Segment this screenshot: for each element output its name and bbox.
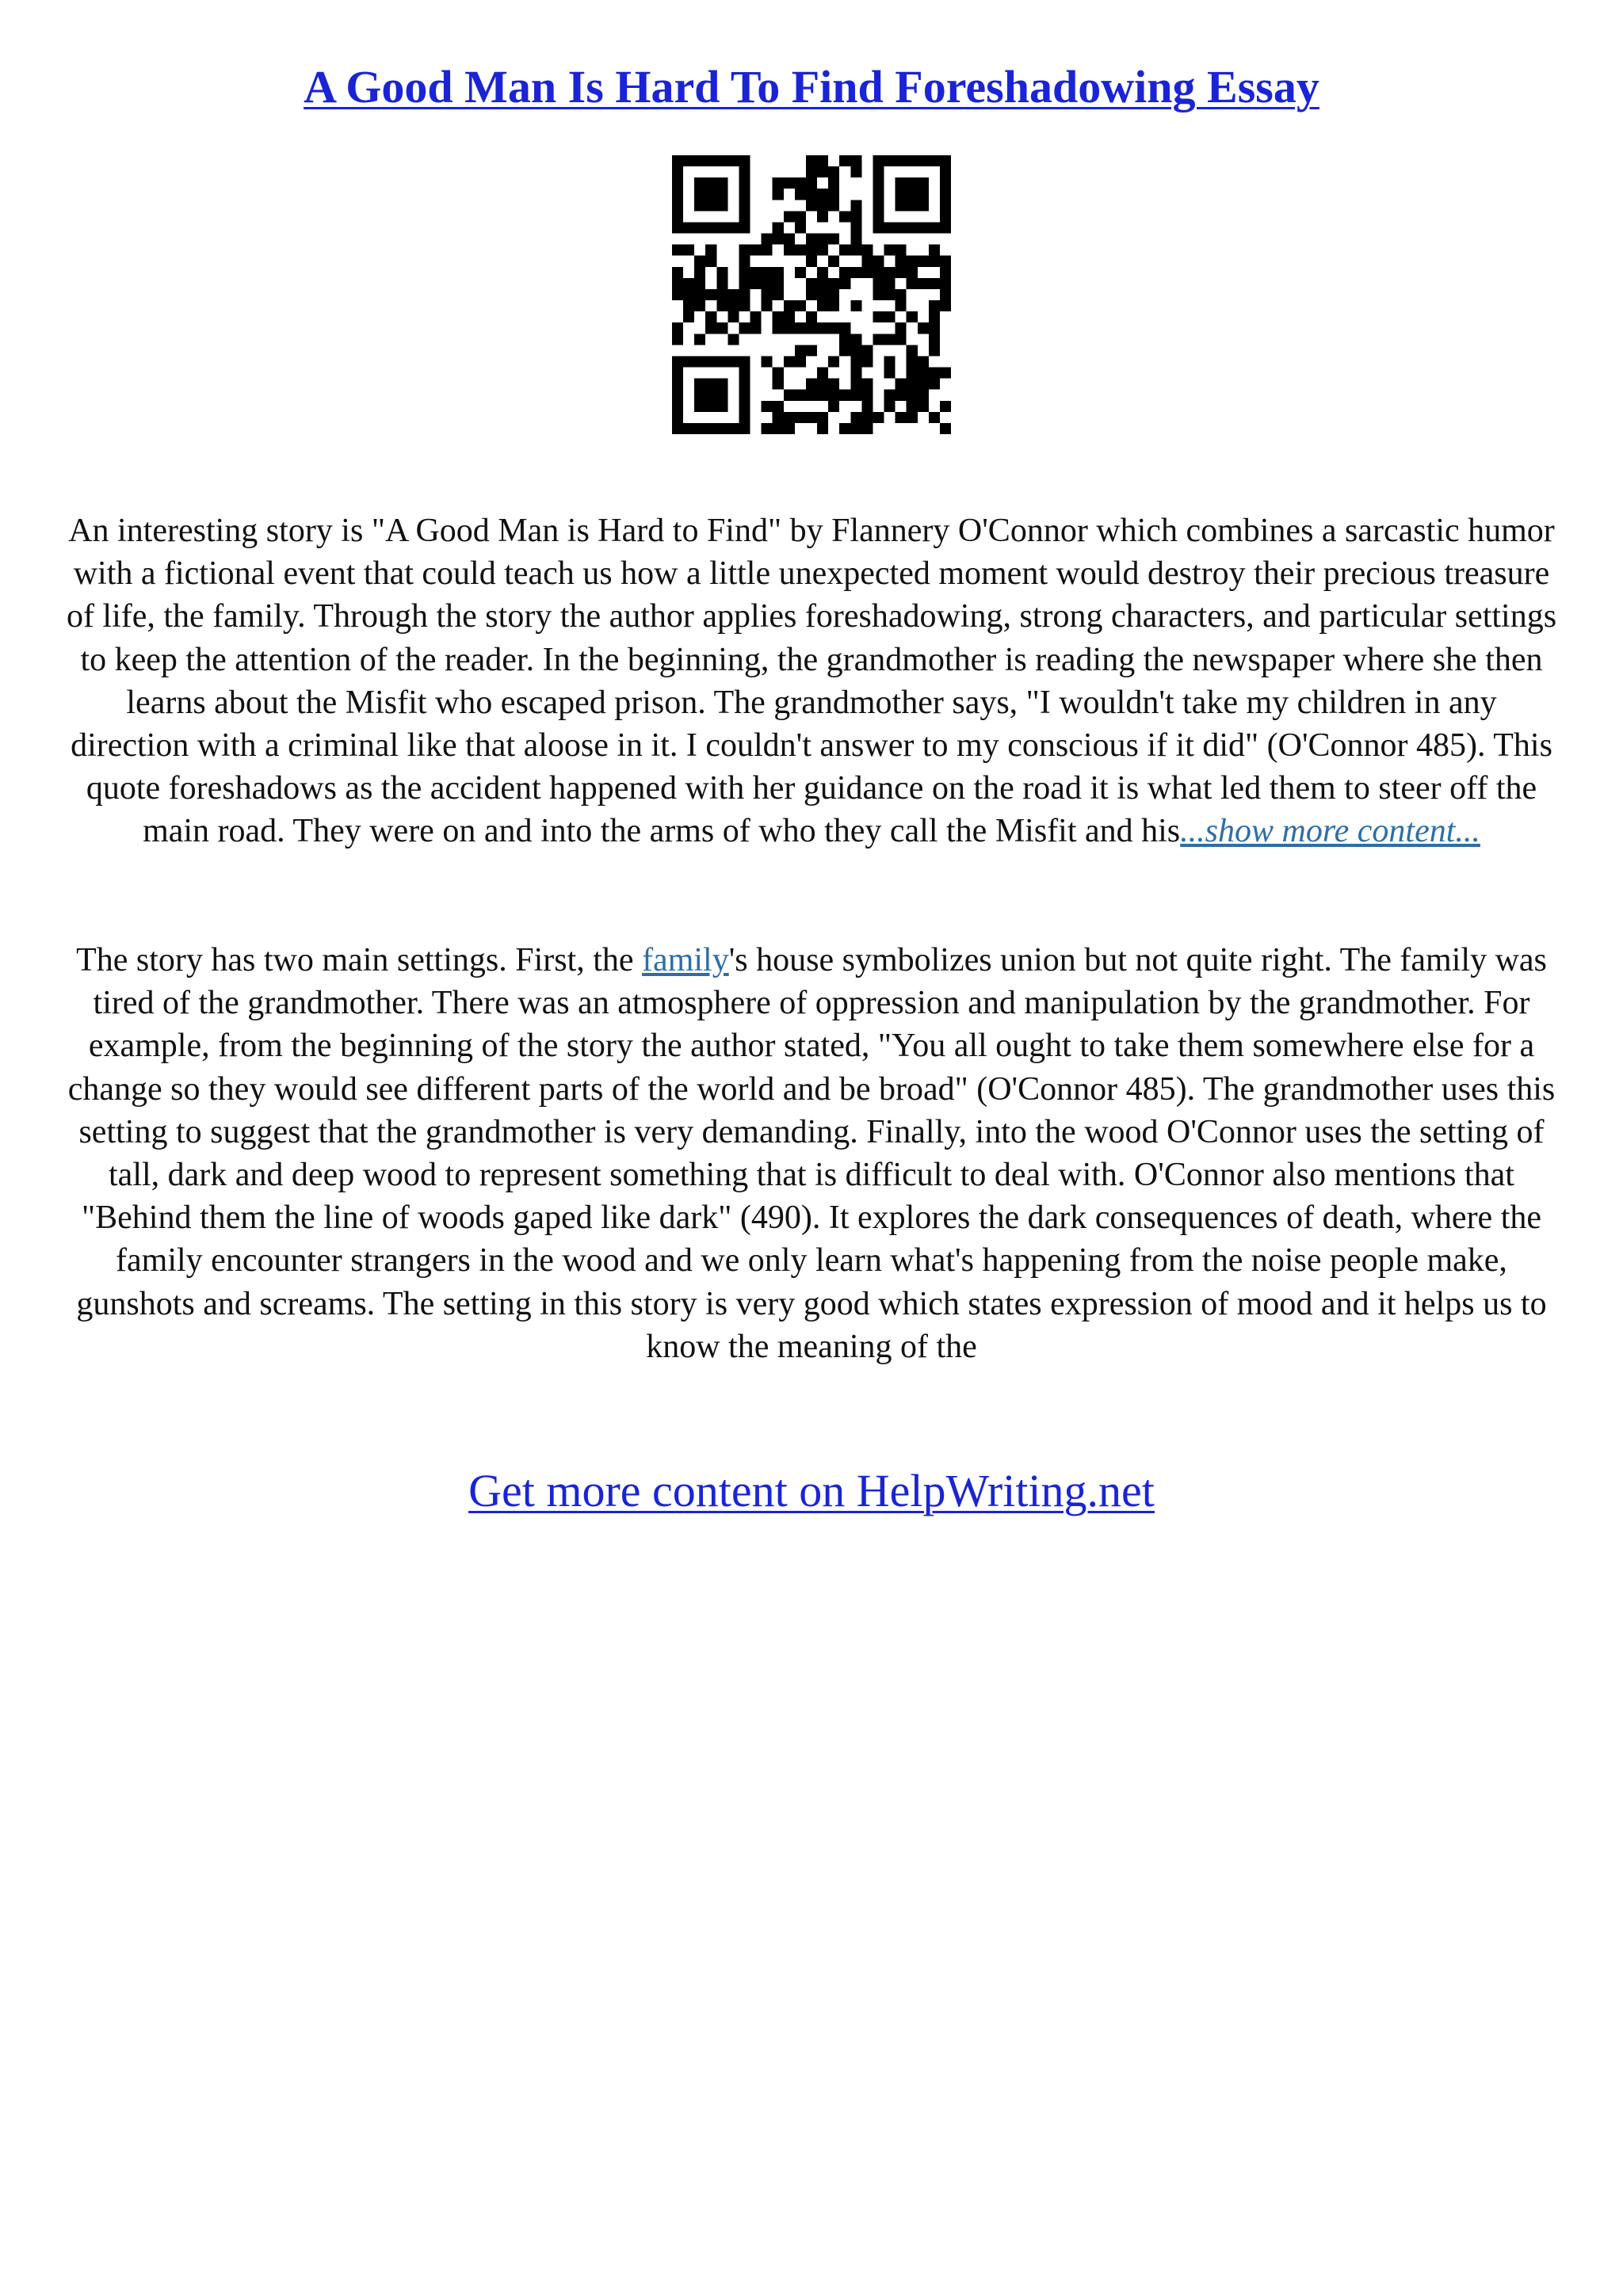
footer: [0, 1459, 1623, 1523]
essay-paragraph-2: [65, 939, 1558, 1368]
qr-code-icon: [672, 155, 951, 434]
essay-paragraph-1: [65, 509, 1558, 853]
title-link[interactable]: A Good Man Is Hard To Find Foreshadowing Essay: [304, 61, 1319, 113]
family-link[interactable]: family: [642, 942, 729, 978]
footer-more-content-link[interactable]: Get more content on HelpWriting.net: [468, 1465, 1155, 1516]
document-title: [0, 55, 1623, 119]
show-more-link[interactable]: ...show more content...: [1180, 813, 1480, 850]
paragraph-2-text-after: 's house symbolizes union but not quite right. The family was tired of the grandmother. There was an atmosphere of oppression and manipulation by the grandmother. For example, from the beginning of the story the author stated, "You all ought to take them somewhere else for a change so they would see different parts of the world and be broad" (O'Connor 485). The grandmother uses this setting to suggest that the grandmother is very demanding. Finally, into the wood O'Connor uses the setting of tall, dark and deep wood to represent something that is difficult to deal with. O'Connor also mentions that "Behind them the line of woods gaped like dark" (490). It explores the dark consequences of death, where the family encounter strangers in the wood and we only learn what's happening from the noise people make, gunshots and screams. The setting in this story is very good which states expression of mood and it helps us to know the meaning of the: [67, 942, 1556, 1365]
paragraph-1-text: An interesting story is "A Good Man is Hard to Find" by Flannery O'Connor which combines a sarcastic humor with a fictional event that could teach us how a little unexpected moment would destroy their precious treasure of life, the family. Through the story the author applies foreshadowing, strong characters, and particular settings to keep the attention of the reader. In the beginning, the grandmother is reading the newspaper where she then learns about the Misfit who escaped prison. The grandmother says, "I wouldn't take my children in any direction with a criminal like that aloose in it. I couldn't answer to my conscious if it did" (O'Connor 485). This quote foreshadows as the accident happened with her guidance on the road it is what led them to steer off the main road. They were on and into the arms of who they call the Misfit and his: [66, 513, 1557, 850]
paragraph-2-text-before: The story has two main settings. First, the: [76, 942, 643, 978]
